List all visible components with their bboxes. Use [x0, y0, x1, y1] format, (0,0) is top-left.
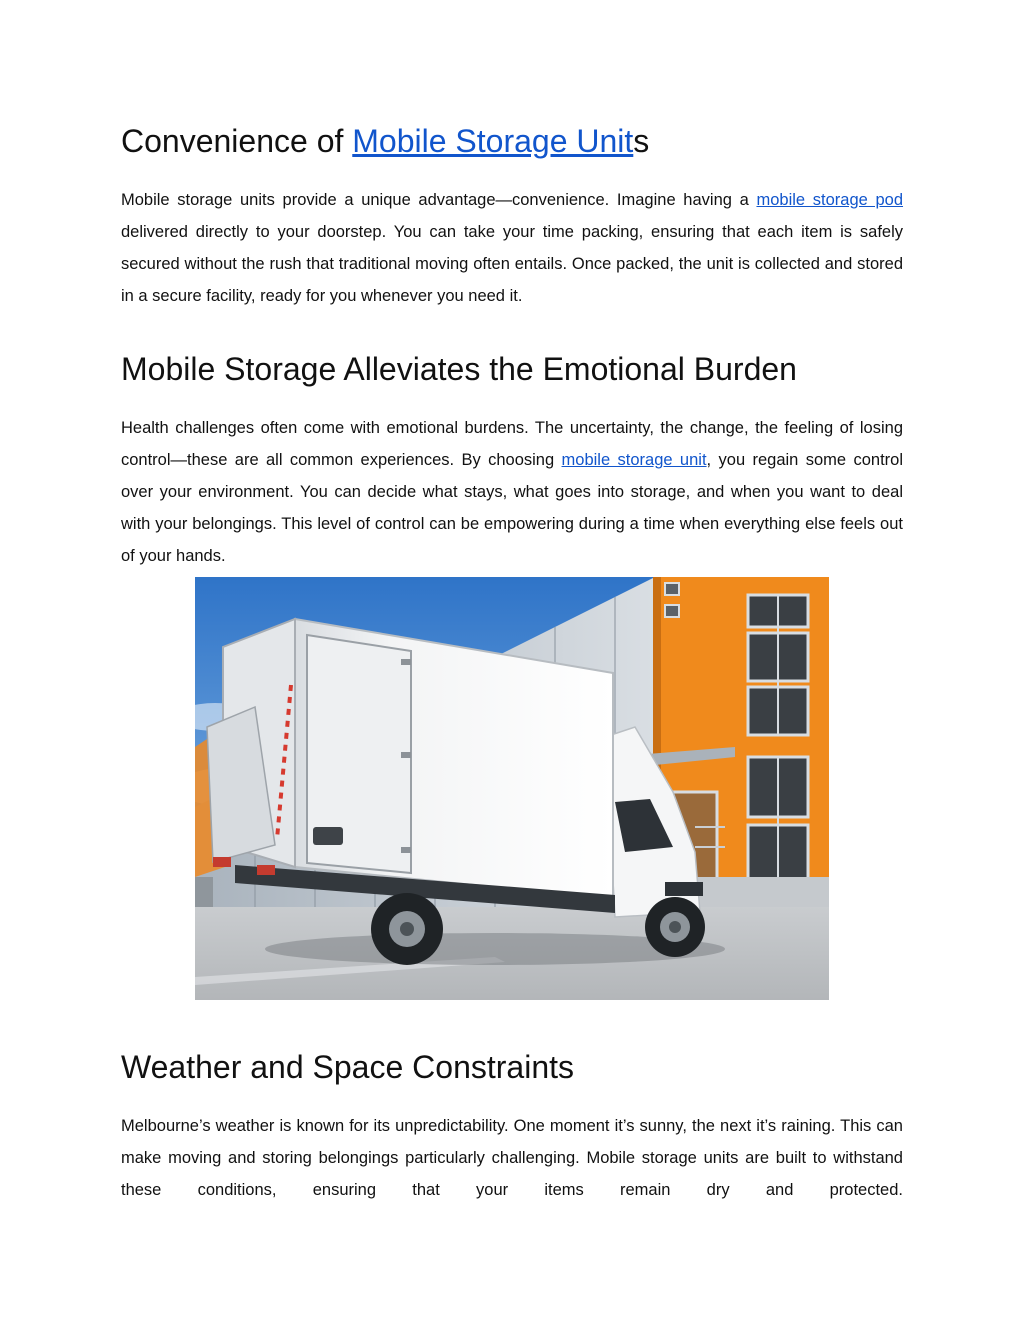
paragraph-convenience-text-1: Mobile storage units provide a unique advantage—convenience. Imagine having a	[121, 191, 757, 209]
link-mobile-storage-pod[interactable]: mobile storage pod	[756, 191, 904, 209]
paragraph-convenience-text-2: delivered directly to your doorstep. You can take your time packing, ensuring that each item is safely secured without the rush that traditional moving often entails. Once packed, the unit is collected and stored in a secure facility, ready for you whenever you need it.	[121, 223, 903, 305]
heading-convenience	[121, 119, 649, 163]
paragraph-emotional-text-1: Health challenges often come with emotional burdens. The uncertainty, the change, the feeling of losing control—these are all common experiences. By choosing	[121, 419, 903, 469]
paragraph-convenience	[121, 184, 903, 312]
link-mobile-storage-unit[interactable]: mobile storage unit	[561, 451, 707, 469]
paragraph-emotional-text-2: , you regain some control over your environment. You can decide what stays, what goes into storage, and when you want to deal with your belongings. This level of control can be empowering during a time when everything else feels out of your hands.	[121, 451, 903, 565]
truck-photo	[195, 577, 829, 1000]
heading-weather-space: Weather and Space Constraints	[121, 1049, 574, 1085]
paragraph-weather-space: Melbourne’s weather is known for its unpredictability. One moment it’s sunny, the next it’s raining. This can make moving and storing belongings particularly challenging. Mobile storage units are built to withstand these conditions, ensuring that your items remain dry and protected.	[121, 1117, 903, 1199]
truck-illustration	[195, 577, 829, 1000]
heading-emotional-burden: Mobile Storage Alleviates the Emotional Burden	[121, 351, 797, 387]
paragraph-emotional-burden	[121, 412, 903, 572]
door-handle	[313, 827, 343, 845]
heading-convenience-text: Convenience of	[121, 123, 353, 159]
heading-link-mobile-storage-unit[interactable]: Mobile Storage Unit	[352, 123, 634, 159]
heading-convenience-suffix: s	[633, 123, 650, 159]
